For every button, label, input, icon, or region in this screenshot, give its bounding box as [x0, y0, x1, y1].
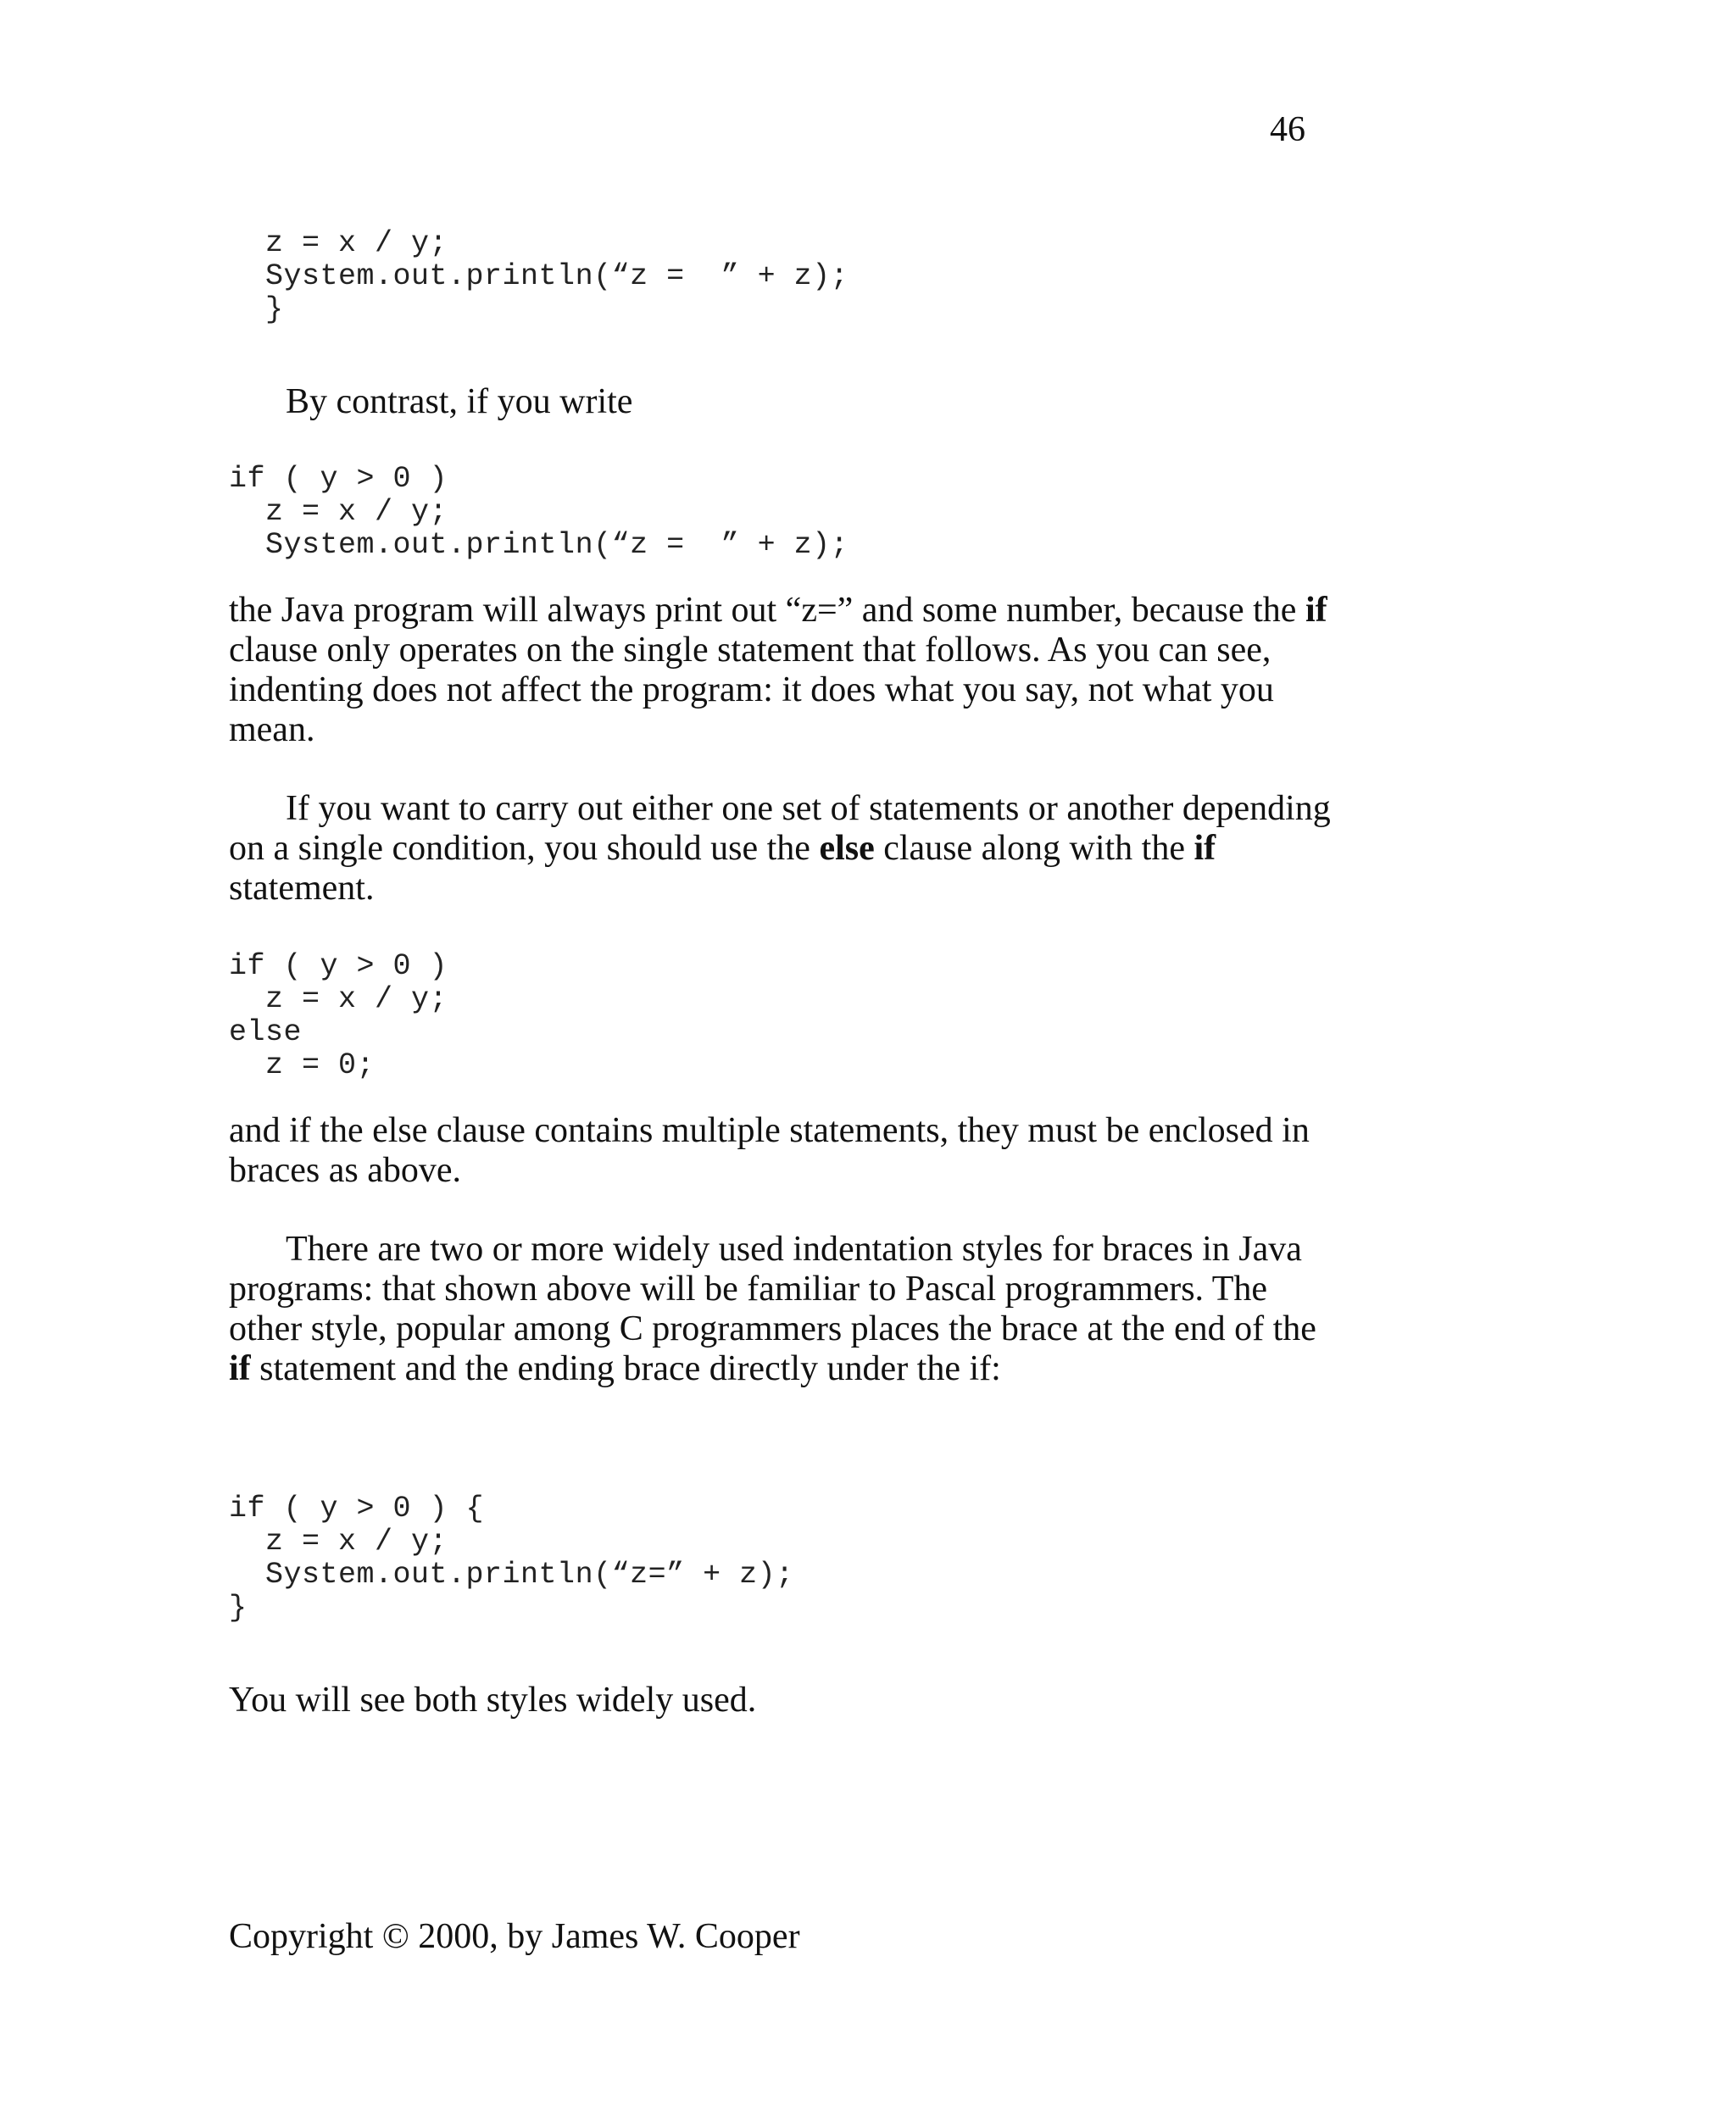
keyword-if: if: [229, 1349, 251, 1388]
code-block-2: if ( y > 0 ) z = x / y; System.out.println(“z = ” + z);: [229, 462, 849, 562]
paragraph-by-contrast: By contrast, if you write: [286, 382, 633, 421]
keyword-if: if: [1194, 829, 1216, 868]
paragraph-text: statement and the ending brace directly under the if:: [250, 1349, 1001, 1388]
copyright-footer: Copyright © 2000, by James W. Cooper: [229, 1917, 800, 1956]
paragraph-text: clause only operates on the single statement that follows. As you can see, indenting does not affect the program: it does what you say, not what you mean.: [229, 631, 1274, 749]
code-block-4: if ( y > 0 ) { z = x / y; System.out.println(“z=” + z); }: [229, 1492, 794, 1625]
code-block-3: if ( y > 0 ) z = x / y; else z = 0;: [229, 949, 448, 1082]
paragraph-text: statement.: [229, 869, 375, 908]
paragraph-else: [229, 789, 1331, 909]
paragraph-java-program: [229, 591, 1331, 750]
code-block-1: z = x / y; System.out.println(“z = ” + z); }: [265, 226, 849, 326]
paragraph-text: If you want to carry out either one set of statements or another depending on a single condition, you should use the: [229, 789, 1331, 868]
paragraph-text: There are two or more widely used indentation styles for braces in Java programs: that shown above will be familiar to Pascal programmers. The other style, popular among C programmers places the brace at the end of the: [229, 1230, 1316, 1348]
keyword-if: if: [1305, 591, 1327, 630]
paragraph-braces: and if the else clause contains multiple statements, they must be enclosed in braces as above.: [229, 1111, 1310, 1190]
keyword-else: else: [819, 829, 875, 868]
paragraph-text: clause along with the: [874, 829, 1194, 868]
paragraph-styles: [229, 1230, 1331, 1389]
paragraph-both-styles: You will see both styles widely used.: [229, 1681, 757, 1720]
paragraph-text: the Java program will always print out “z=” and some number, because the: [229, 591, 1305, 630]
page-number: 46: [1270, 110, 1305, 149]
